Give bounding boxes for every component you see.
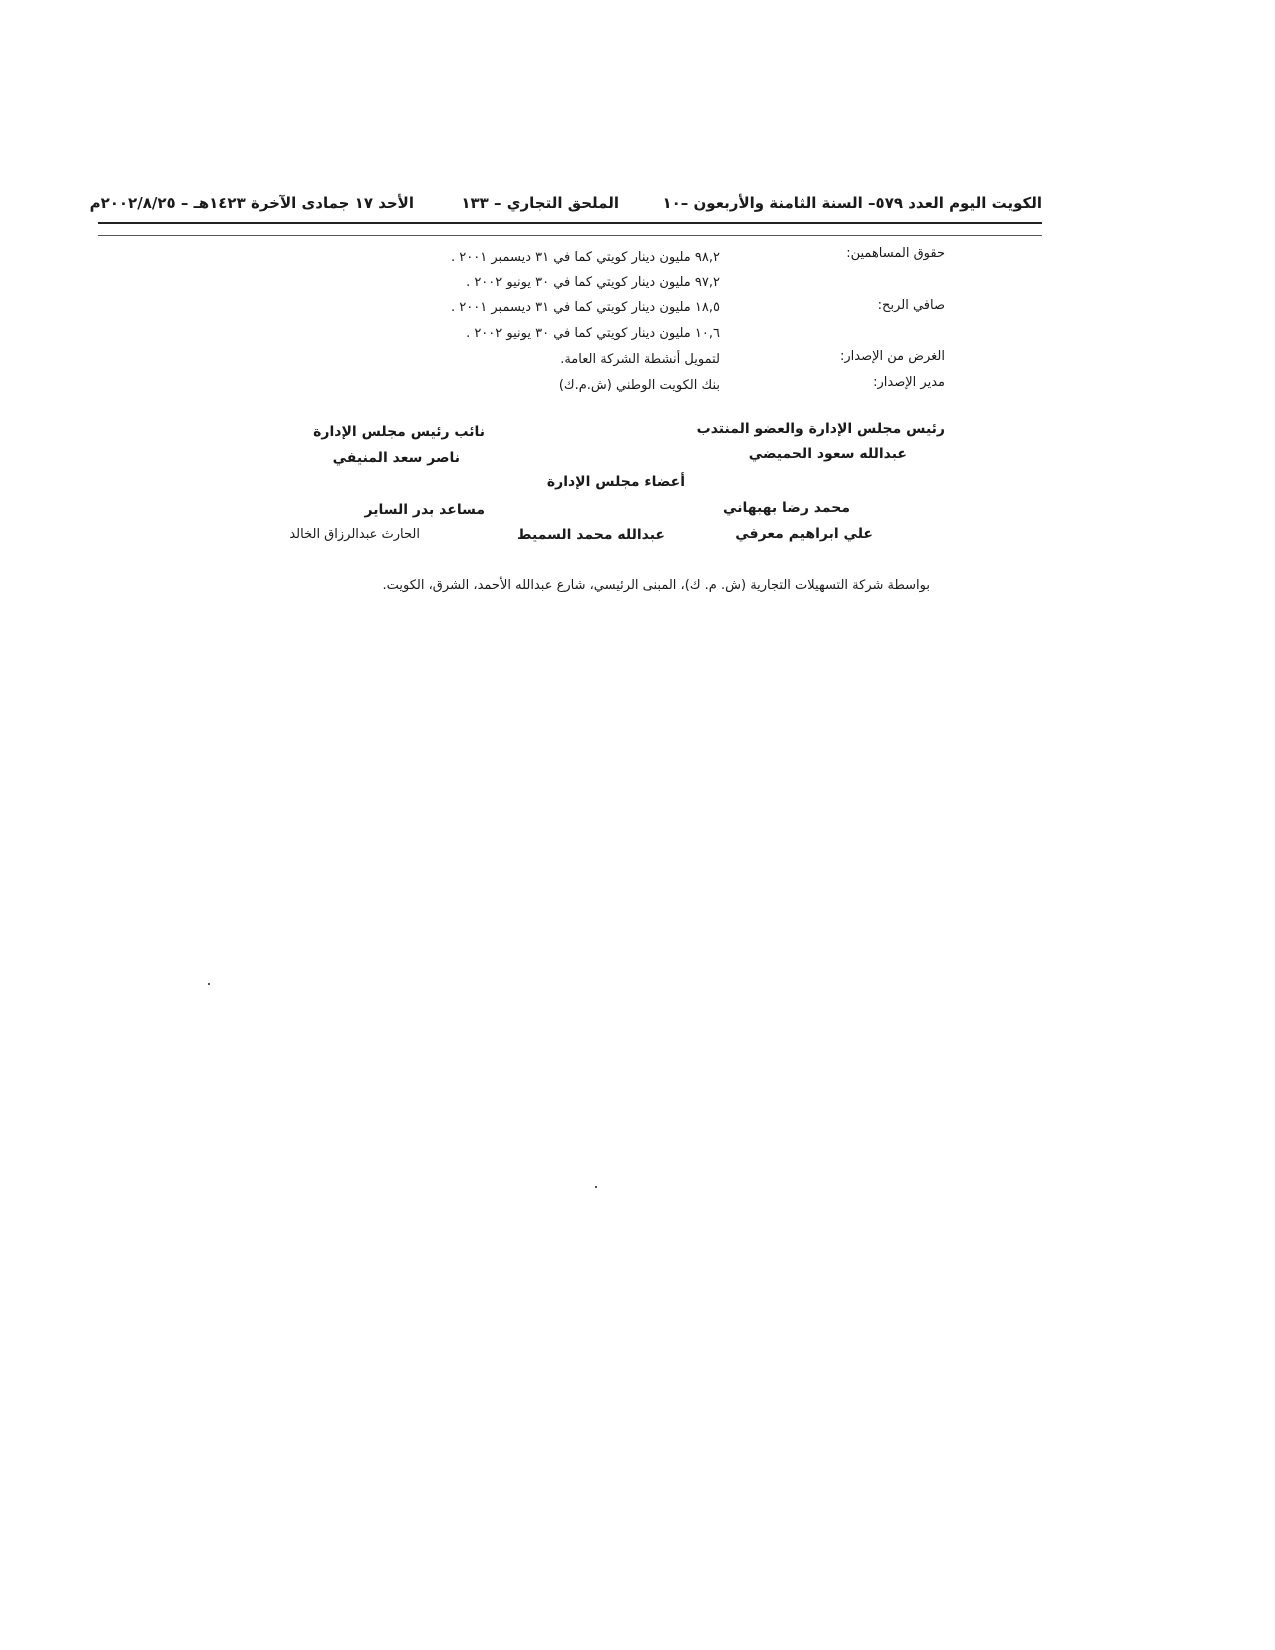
vice-chairman-name: ناصر سعد المنيفي: [332, 450, 460, 466]
equity-label: حقوق المساهمين:: [846, 246, 945, 261]
profit-value-2001: ١٨,٥ مليون دينار كويتي كما في ٣١ ديسمبر ٢٠٠١ .: [451, 300, 720, 315]
profit-label: صافي الربح:: [877, 298, 945, 313]
manager-value: بنك الكويت الوطني (ش.م.ك): [558, 378, 720, 393]
chairman-title: رئيس مجلس الإدارة والعضو المنتدب: [696, 421, 945, 437]
board-member: علي ابراهيم معرفي: [735, 526, 873, 542]
header-issue: الكويت اليوم العدد ٥٧٩– السنة الثامنة والأربعون –١٠: [662, 194, 1042, 212]
equity-value-2002: ٩٧,٢ مليون دينار كويتي كما في ٣٠ يونيو ٢٠٠٢ .: [466, 275, 720, 290]
board-member: عبدالله محمد السميط: [517, 527, 665, 543]
board-members-heading: أعضاء مجلس الإدارة: [546, 474, 685, 490]
board-member: مساعد بدر الساير: [364, 502, 485, 518]
footer-note: بواسطة شركة التسهيلات التجارية (ش. م. ك)، المبنى الرئيسي، شارع عبدالله الأحمد، الشرق، الكويت.: [382, 578, 930, 593]
manager-label: مدير الإصدار:: [873, 375, 945, 390]
profit-value-2002: ١٠,٦ مليون دينار كويتي كما في ٣٠ يونيو ٢٠٠٢ .: [466, 326, 720, 341]
purpose-value: لتمويل أنشطة الشركة العامة.: [560, 352, 720, 367]
header-supplement: الملحق التجاري – ١٣٣: [461, 194, 619, 212]
header-rule-thick: [98, 222, 1042, 224]
board-member: محمد رضا بهبهاني: [723, 500, 850, 516]
board-member: الحارث عبدالرزاق الخالد: [289, 527, 420, 542]
equity-value-2001: ٩٨,٢ مليون دينار كويتي كما في ٣١ ديسمبر ٢٠٠١ .: [451, 250, 720, 265]
header-rule-thin: [98, 235, 1042, 236]
header-date: الأحد ١٧ جمادى الآخرة ١٤٢٣هـ – ٢٠٠٢/٨/٢٥م: [89, 194, 414, 212]
vice-chairman-title: نائب رئيس مجلس الإدارة: [313, 424, 485, 440]
chairman-name: عبدالله سعود الحميضي: [748, 446, 907, 462]
scan-speck: [595, 1186, 597, 1188]
scan-speck: [208, 983, 210, 985]
purpose-label: الغرض من الإصدار:: [839, 349, 945, 364]
gazette-header: [89, 190, 1042, 220]
